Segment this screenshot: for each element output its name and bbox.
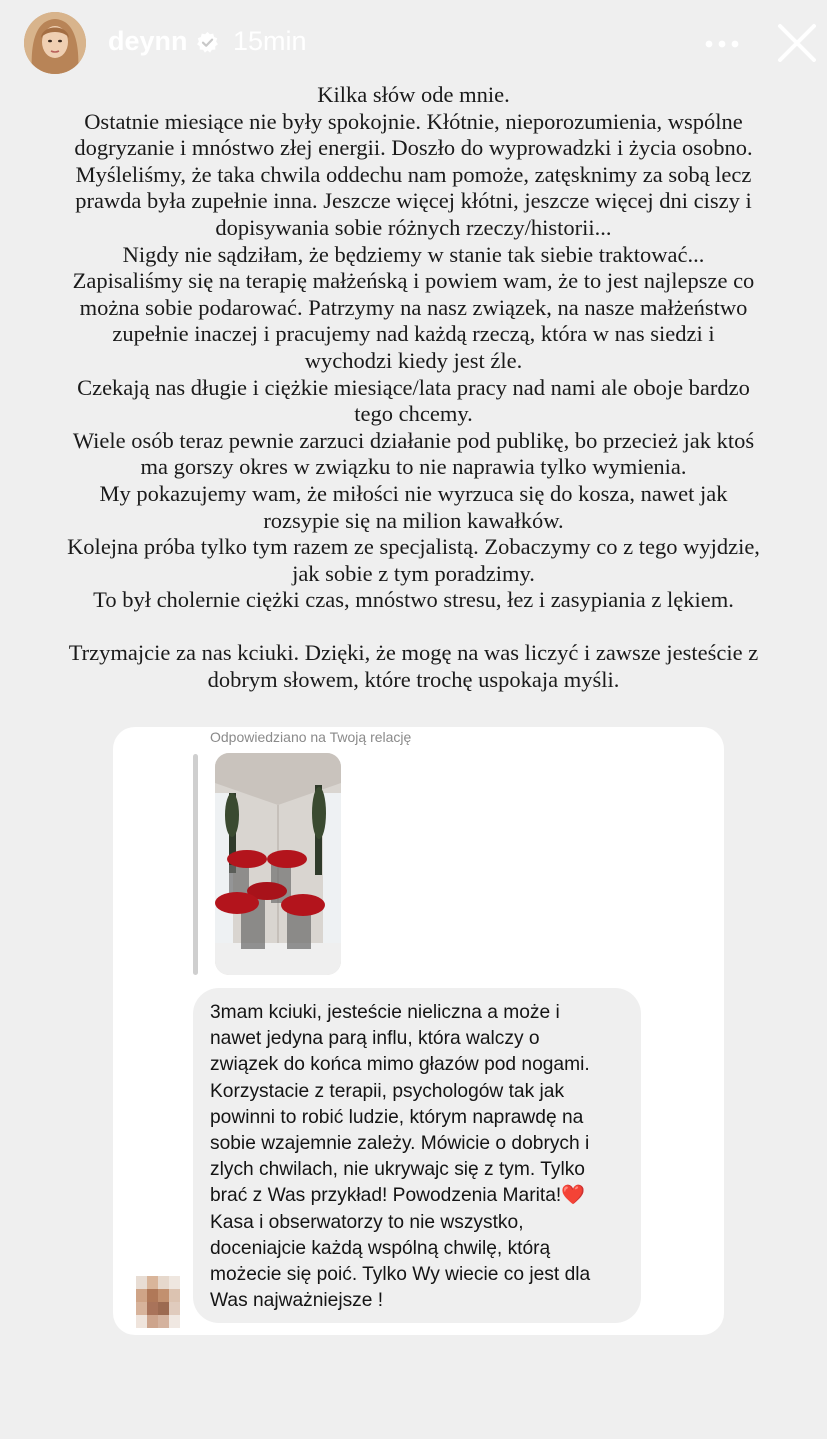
story-thumbnail[interactable] <box>215 753 341 975</box>
message-text: 3mam kciuki, jesteście nieliczna a może i nawet jedyna parą influ, która walczy o związek do końca mimo głazów pod nogami. Korzystacie z terapii, psychologów tak jak powinni to robić ludzie, którym naprawdę na sobie wzajemnie zależy. Mówicie o dobrych i zlych chwilach, nie ukrywajc się z tym. Tylko brać z Was przykład! Powodzenia Marita!❤️ Kasa i obserwatorzy to nie wszystko, doceniajcie każdą wspólną chwilę, którą możecie się poić. Tylko Wy wiecie co jest dla Was najważniejsze ! <box>210 1002 591 1312</box>
verified-badge-icon <box>196 31 219 54</box>
close-icon[interactable] <box>776 22 818 64</box>
sender-avatar[interactable] <box>136 1276 180 1328</box>
quote-bar <box>193 754 198 975</box>
post-time: 15min <box>233 26 307 56</box>
reply-label: Odpowiedziano na Twoją relację <box>210 729 412 745</box>
profile-avatar[interactable] <box>24 12 86 74</box>
username[interactable]: deynn <box>108 26 188 56</box>
story-caption: Kilka słów ode mnie. Ostatnie miesiące nie były spokojnie. Kłótnie, nieporozumienia, wspólne dogryzanie i mnóstwo złej energii. Doszło do wyprowadzki i życia osobno. Myśleliśmy, że taka chwila oddechu nam pomoże, zatęsknimy za sobą lecz prawda była zupełnie inna. Jeszcze więcej kłótni, jeszcze więcej dni ciszy i dopisywania sobie różnych rzeczy/historii... Nigdy nie sądziłam, że będziemy w stanie tak siebie traktować... Zapisaliśmy się na terapię małżeńską i powiem wam, że to jest najlepsze co można sobie podarować. Patrzymy na nasz związek, na nasze małżeństwo zupełnie inaczej i pracujemy nad każdą rzeczą, która w nas siedzi i wychodzi kiedy jest źle. Czekają nas długie i ciężkie miesiące/lata pracy nad nami ale oboje bardzo tego chcemy. Wiele osób teraz pewnie zarzuci działanie pod publikę, bo przecież jak ktoś ma gorszy okres w związku to nie naprawia tylko wymienia. My pokazujemy wam, że miłości nie wyrzuca się do kosza, nawet jak rozsypie się na milion kawałków. Kolejna próba tylko tym razem ze specjalistą. Zobaczymy co z tego wyjdzie, jak sobie z tym poradzimy. To był cholernie ciężki czas, mnóstwo stresu, łez i zasypiania z lękiem. Trzymajcie za nas kciuki. Dzięki, że mogę na was liczyć i zawsze jesteście z dobrym słowem, które trochę uspokaja myśli. <box>67 82 760 693</box>
more-options-icon[interactable] <box>702 30 742 58</box>
story-header <box>0 0 827 86</box>
